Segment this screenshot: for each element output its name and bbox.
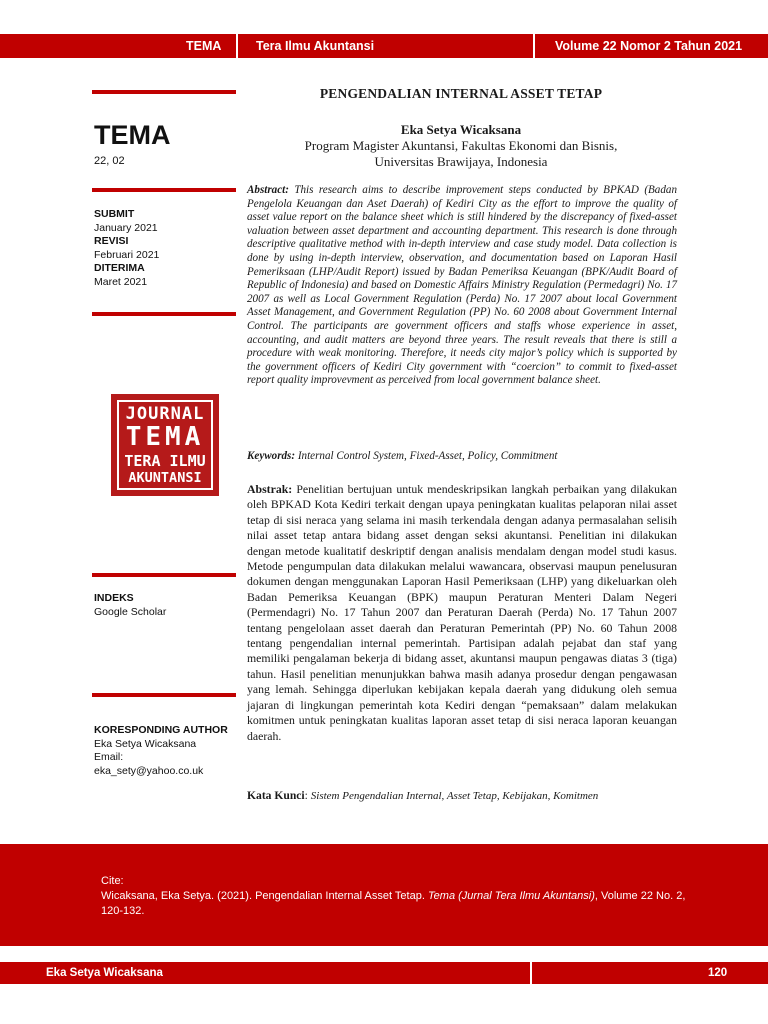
logo-line-akuntansi: AKUNTANSI bbox=[128, 470, 202, 486]
journal-logo bbox=[111, 394, 219, 496]
author-name: Eka Setya Wicaksana bbox=[400, 122, 522, 137]
katakunci-label: Kata Kunci bbox=[247, 789, 305, 802]
header-volume: Volume 22 Nomor 2 Tahun 2021 bbox=[555, 39, 743, 53]
logo-line-tema: TEMA bbox=[125, 422, 205, 452]
header-divider bbox=[236, 34, 238, 58]
abstract-en-label: Abstract: bbox=[247, 184, 289, 196]
header-journal-short: TEMA bbox=[186, 39, 222, 53]
header-bar bbox=[0, 34, 768, 58]
revisi-label: REVISI bbox=[94, 235, 129, 247]
katakunci-text: Sistem Pengendalian Internal, Asset Tetap, Kebijakan, Komitmen bbox=[310, 790, 599, 802]
sidebar-rule bbox=[92, 188, 236, 192]
cite-text-after: , Volume 22 No. 2, 120-132. bbox=[101, 890, 686, 917]
logo-line-journal: JOURNAL bbox=[125, 404, 205, 424]
cite-journal: Tema (Jurnal Tera Ilmu Akuntansi) bbox=[427, 890, 595, 902]
affiliation-line-2: Universitas Brawijaya, Indonesia bbox=[374, 154, 548, 169]
corr-email[interactable]: eka_sety@yahoo.co.uk bbox=[94, 764, 204, 777]
abstract-english bbox=[247, 184, 677, 388]
author-affiliation bbox=[246, 138, 676, 170]
sidebar-rule bbox=[92, 693, 236, 697]
indeks-label: INDEKS bbox=[94, 592, 134, 604]
footer-divider bbox=[530, 962, 532, 984]
footer-author: Eka Setya Wicaksana bbox=[46, 967, 163, 979]
kata-kunci: Kata Kunci: Sistem Pengendalian Internal, Asset Tetap, Kebijakan, Komitmen bbox=[247, 789, 599, 802]
abstract-en-text: This research aims to describe improvement steps conducted by BPKAD (Badan Pengelola Keuangan dan Aset Daerah) of Kediri City as the effort to improve the quality of asset value report on the balance sheet which is still hindered by the discrepancy of fixed-asset valuation between asset department and accounting department. This research is done through descriptive qualitative method with in-depth interview and case study model. Data collection is done by using in-depth interview, observation, and documentation based on Laporan Hasil Pemeriksaan (LHP/Audit Report) issued by Badan Pemeriksa Keuangan (BPK/Audit Board of Republic of Indonesia) and based on Domestic Affairs Ministry Regulation (Permedagri) No. 17 2007 as well as Local Government Regulation (Perda) No. 17 2007 about local Government Asset Management, and Government Regulation (PP) No. 60 2008 about Government Internal Control. The participants are government officers and staffs whose experience in asset, accounting, and audit matters are beyond three years. The result reveals that there is still a procedure with weak monitoring. Therefore, it needs city major’s policy which is supported by the government officers of Kediri City government with “coercion” to commit to fixed-asset report quality improvevment as perceived from local government balance sheet. bbox=[247, 184, 677, 387]
diterima-label: DITERIMA bbox=[94, 262, 145, 274]
footer-bar bbox=[0, 962, 768, 984]
cite-text-before: Wicaksana, Eka Setya. (2021). Pengendalian Internal Asset Tetap. bbox=[101, 890, 428, 902]
indeks-value: Google Scholar bbox=[94, 605, 167, 618]
cite-text bbox=[101, 874, 701, 919]
corr-name: Eka Setya Wicaksana bbox=[94, 737, 197, 750]
abstract-id-label: Abstrak: bbox=[247, 482, 293, 496]
keywords-label: Keywords: bbox=[247, 450, 296, 462]
page-number: 120 bbox=[708, 967, 728, 979]
paper-title: PENGENDALIAN INTERNAL ASSET TETAP bbox=[319, 86, 603, 101]
submit-label: SUBMIT bbox=[94, 208, 135, 220]
keywords bbox=[247, 450, 677, 462]
abstract-id-text: Penelitian bertujuan untuk mendeskripsikan langkah perbaikan yang dilakukan oleh BPKAD Kota Kediri terkait dengan upaya peningkatan kualitas pelaporan nilai asset tetap di sisi neraca yang selama ini masih terkendala dengan adanya permasalahan selisih nilai asset tetap antara bidang asset dengan seksi akuntansi. Penelitian ini dilakukan dengan metode kualitatif deskriptif dengan analisis mendalam dengan model studi kasus. Metode pengumpulan data dilakukan melalui wawancara, observasi maupun penelusuran dokumen dengan menggunakan Laporan Hasil Pemeriksaan (LHP) yang dikeluarkan oleh Badan Pemeriksa Keuangan (BPK) maupun Peraturan Menteri Dalam Negeri (Permendagri) No. 17 Tahun 2007 dan Peraturan Daerah (Perda) No. 17 Tahun 2007 tentang pengelolaan asset daerah dan Peraturan Pemerintah (PP) No. 60 Tahun 2008 tentang pengendalian internal pemerintah. Partisipan adalah pejabat dan staf yang memiliki pengalaman bekerja di bidang asset, akuntansi maupun pengawas diatas 3 (tiga) tahun. Hasil penelitian menunjukkan bahwa masih adanya prosedur dengan pengawasan yang lemah. Sehingga diperlukan kebijakan kepala daerah yang didukung oleh semua jajaran di lingkungan pemerintah kota Kediri dengan “pemaksaan” dalam melakukan komitmen untuk peningkatan kualitas laporan asset tetap di sisi neraca laporan keuangan daerah. bbox=[247, 482, 678, 743]
sidebar-rule bbox=[92, 90, 236, 94]
abstract-indonesian bbox=[247, 482, 677, 744]
cite-reference bbox=[101, 889, 701, 919]
corr-label: KORESPONDING AUTHOR bbox=[94, 724, 228, 736]
header-journal-name: Tera Ilmu Akuntansi bbox=[256, 39, 375, 53]
keywords-text: Internal Control System, Fixed-Asset, Policy, Commitment bbox=[297, 450, 558, 462]
sidebar-corresponding bbox=[94, 724, 228, 778]
sidebar-rule bbox=[92, 573, 236, 577]
affiliation-line-1: Program Magister Akuntansi, Fakultas Ekonomi dan Bisnis, bbox=[304, 138, 618, 153]
logo-line-tera: TERA ILMU bbox=[124, 452, 206, 470]
corr-email-label: Email: bbox=[94, 751, 124, 763]
sidebar-journal-title: TEMA bbox=[94, 120, 171, 150]
cite-label: Cite: bbox=[101, 875, 124, 887]
sidebar-indeks bbox=[94, 592, 166, 619]
revisi-date: Februari 2021 bbox=[94, 248, 160, 261]
sidebar-dates bbox=[94, 208, 159, 289]
header-divider bbox=[533, 34, 535, 58]
sidebar-rule bbox=[92, 312, 236, 316]
sidebar-issue: 22, 02 bbox=[94, 155, 125, 167]
cite-box bbox=[0, 844, 768, 946]
submit-date: January 2021 bbox=[94, 221, 158, 234]
diterima-date: Maret 2021 bbox=[94, 275, 148, 288]
